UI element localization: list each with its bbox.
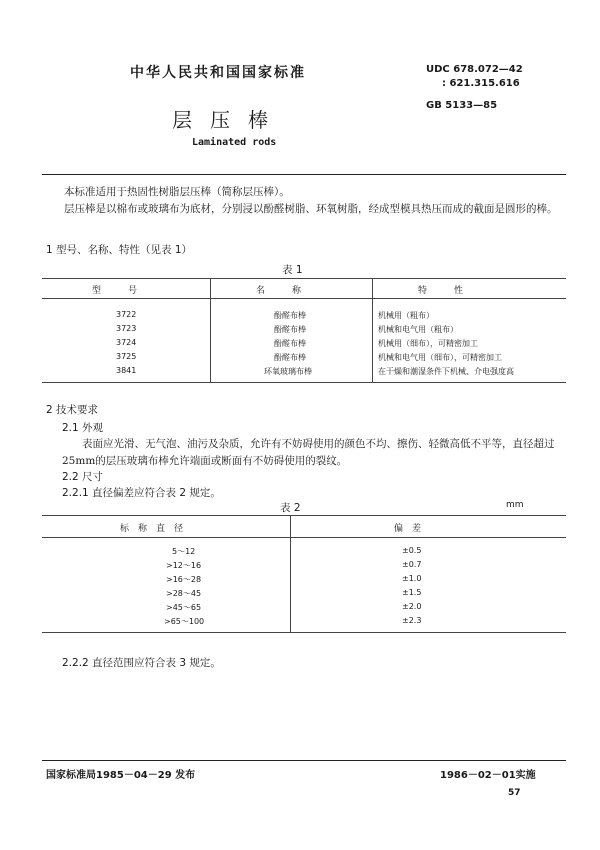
table-1-row-4-model: 3725	[116, 352, 137, 361]
table-1-row-1-feature: 机械用（粗布）	[378, 311, 434, 320]
footer-rule	[42, 760, 566, 761]
table-2-row-1-deviation: ±0.5	[402, 546, 422, 555]
section-2-1-heading: 2.1 外观	[62, 422, 104, 434]
table-2-unit: mm	[506, 500, 524, 510]
table-1-header-model: 型 号	[92, 286, 138, 296]
table-2-header-rule	[42, 537, 566, 538]
table-2-row-2-deviation: ±0.7	[402, 560, 422, 569]
section-2-2-1-text: 2.2.1 直径偏差应符合表 2 规定。	[62, 487, 221, 499]
table-2-header-diameter: 标 称 直 径	[120, 524, 184, 534]
table-1-header-rule	[42, 298, 566, 299]
table-1-row-5-feature: 在干燥和潮湿条件下机械、介电强度高	[378, 367, 514, 376]
section-2-2-heading: 2.2 尺寸	[62, 471, 104, 483]
document-title: 层压棒	[172, 108, 286, 132]
table-2-row-4-deviation: ±1.5	[402, 588, 422, 597]
issued-date: 国家标准局1985－04－29 发布	[46, 770, 196, 781]
table-1-row-3-model: 3724	[116, 338, 137, 347]
table-1-divider-2	[372, 278, 373, 382]
table-2-caption: 表 2	[280, 502, 301, 514]
table-2-row-1-diameter: 5～12	[172, 547, 196, 556]
udc-code-line1: UDC 678.072—42	[426, 64, 523, 75]
table-2-divider	[290, 515, 291, 632]
table-1-row-5-name: 环氧玻璃布棒	[264, 367, 312, 376]
page-number: 57	[508, 788, 521, 798]
table-2-row-6-deviation: ±2.3	[402, 616, 422, 625]
table-1-top-rule	[42, 278, 566, 279]
table-1-row-2-name: 酚醛布棒	[274, 325, 306, 334]
table-1-row-2-feature: 机械和电气用（粗布）	[378, 325, 458, 334]
issuing-org: 中华人民共和国国家标准	[130, 65, 306, 81]
table-2-header-deviation: 偏 差	[394, 524, 422, 534]
table-1-divider-1	[210, 278, 211, 382]
table-2-top-rule	[42, 515, 566, 516]
table-1-bottom-rule	[42, 382, 566, 383]
intro-paragraph-2: 层压棒是以棉布或玻璃布为底材，分别浸以酚醛树脂、环氧树脂，经成型模具热压而成的截面是圆形的棒。	[64, 203, 558, 215]
section-1-heading: 1 型号、名称、特性（见表 1）	[46, 244, 193, 256]
table-1-row-3-feature: 机械用（细布），可精密加工	[378, 339, 478, 348]
table-2-row-2-diameter: >12～16	[166, 561, 202, 570]
gb-standard-number: GB 5133—85	[426, 100, 498, 111]
table-1-row-2-model: 3723	[116, 324, 137, 333]
table-2-row-4-diameter: >28～45	[166, 589, 202, 598]
table-2-row-3-diameter: >16～28	[166, 575, 202, 584]
section-2-heading: 2 技术要求	[46, 404, 99, 416]
udc-code-line2: : 621.315.616	[442, 78, 520, 89]
table-2-row-5-deviation: ±2.0	[402, 602, 422, 611]
table-1-header-name: 名 称	[256, 286, 302, 296]
section-2-1-text: 表面应光滑、无气泡、油污及杂质，允许有不妨碍使用的颜色不均、擦伤、轻微高低不平等，直径超过25mm的层压玻璃布棒允许端面或断面有不妨碍使用的裂纹。	[62, 438, 555, 467]
table-1-row-4-name: 酚醛布棒	[274, 353, 306, 362]
table-2-bottom-rule	[42, 632, 566, 633]
table-1-row-1-name: 酚醛布棒	[274, 311, 306, 320]
document-subtitle: Laminated rods	[192, 137, 277, 148]
table-2-row-5-diameter: >45～65	[166, 603, 202, 612]
table-2-row-6-diameter: >65～100	[164, 617, 205, 626]
header-rule	[42, 174, 566, 175]
table-1-row-3-name: 酚醛布棒	[274, 339, 306, 348]
section-2-2-2-text: 2.2.2 直径范围应符合表 3 规定。	[62, 657, 221, 669]
intro-paragraph-1: 本标准适用于热固性树脂层压棒（简称层压棒）。	[64, 186, 290, 198]
table-2-row-3-deviation: ±1.0	[402, 574, 422, 583]
effective-date: 1986－02－01实施	[440, 770, 536, 781]
table-1-header-feature: 特 性	[418, 286, 464, 296]
table-1-row-4-feature: 机械和电气用（细布），可精密加工	[378, 353, 502, 362]
table-1-caption: 表 1	[282, 264, 303, 276]
table-1-row-1-model: 3722	[116, 310, 137, 319]
table-1-row-5-model: 3841	[116, 366, 137, 375]
